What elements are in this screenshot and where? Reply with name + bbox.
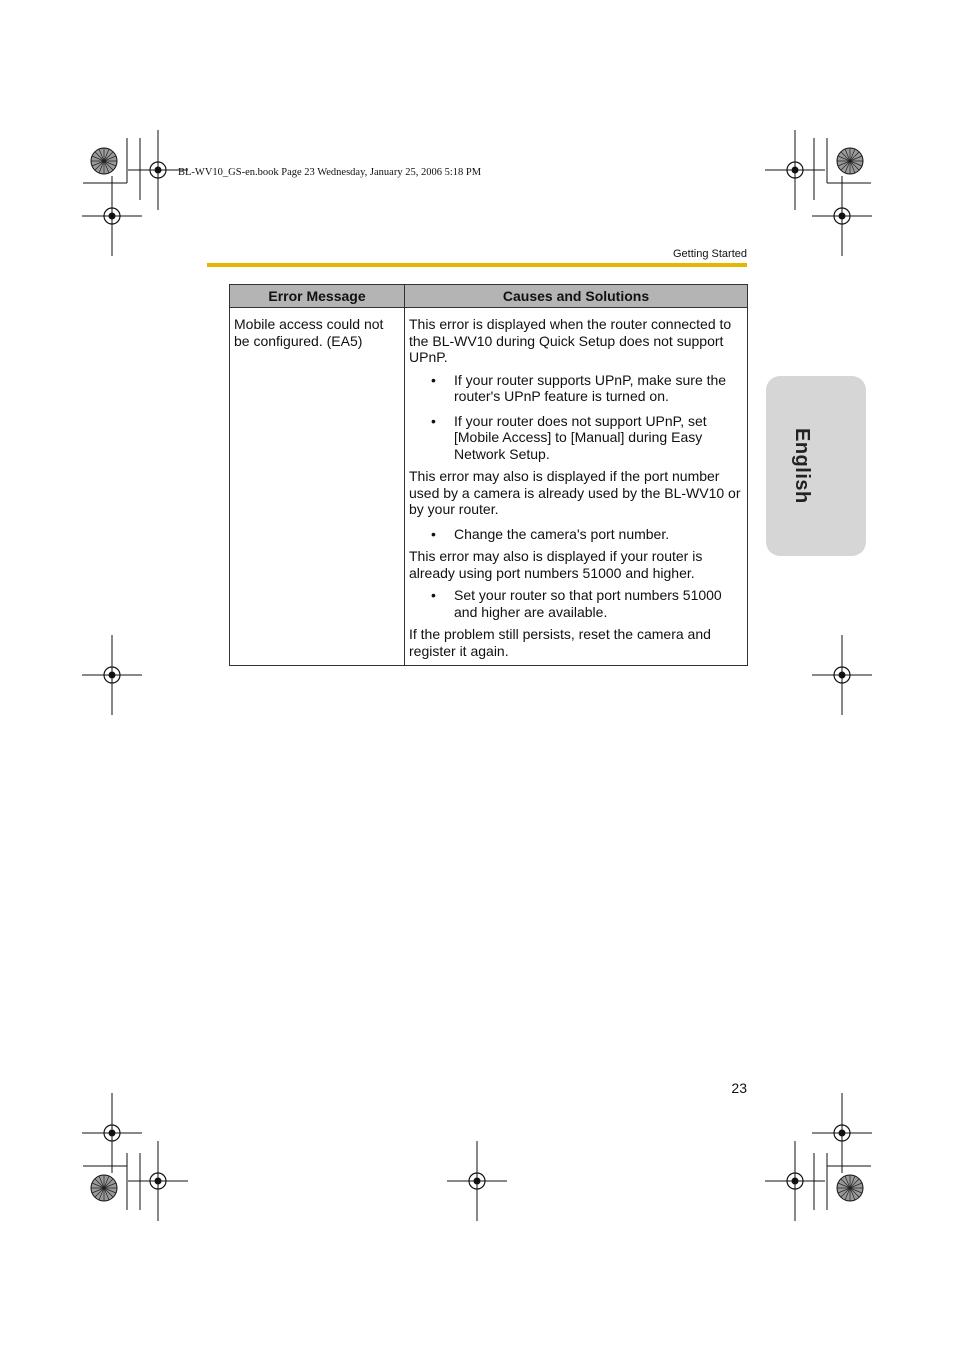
crosshair-icon (812, 176, 872, 256)
registration-star-icon (837, 1175, 863, 1201)
table-row (230, 308, 748, 666)
causes-cell (405, 308, 748, 666)
cause-paragraph: This error may also is displayed if your router is already using port numbers 51000 and higher. (409, 548, 703, 581)
language-tab-label: English (791, 428, 813, 504)
solution-bullet (409, 587, 743, 620)
bullet-icon: • (431, 587, 436, 603)
column-header-causes: Causes and Solutions (405, 285, 748, 308)
section-label: Getting Started (673, 248, 747, 260)
crosshair-icon (82, 176, 142, 256)
header-rule (207, 263, 747, 267)
bullet-icon: • (431, 525, 436, 542)
bullet-text: Change the camera's port number. (454, 525, 670, 542)
cause-paragraph: This error may also is displayed if the port number used by a camera is already used by the BL-WV10 or by your router. (409, 468, 741, 517)
registration-star-icon (837, 148, 863, 174)
print-info-line: BL-WV10_GS-en.book Page 23 Wednesday, January 25, 2006 5:18 PM (178, 167, 482, 178)
solution-bullet (409, 413, 743, 463)
registration-star-icon (91, 148, 117, 174)
column-header-error-message: Error Message (230, 285, 405, 308)
crosshair-icon (82, 635, 142, 715)
bullet-text: Set your router so that port numbers 51000 and higher are available. (454, 587, 722, 620)
crosshair-icon (765, 130, 825, 210)
cause-paragraph: This error is displayed when the router connected to the BL-WV10 during Quick Setup does not support UPnP. (409, 316, 732, 365)
crosshair-icon (812, 635, 872, 715)
solution-bullet (409, 372, 743, 405)
bullet-text: If your router does not support UPnP, set [Mobile Access] to [Manual] during Easy Network Setup. (454, 412, 707, 462)
crosshair-icon (447, 1141, 507, 1221)
crosshair-icon (128, 1141, 188, 1221)
error-message-cell: Mobile access could not be configured. (EA5) (230, 308, 405, 666)
solution-bullet (409, 526, 743, 543)
cause-paragraph: If the problem still persists, reset the camera and register it again. (409, 626, 711, 659)
bullet-icon: • (431, 412, 436, 429)
page-number: 23 (731, 1080, 747, 1096)
bullet-icon: • (431, 371, 436, 388)
language-tab (766, 376, 866, 556)
crosshair-icon (82, 1093, 142, 1173)
table-header-row (230, 285, 748, 308)
registration-star-icon (91, 1175, 117, 1201)
error-table (229, 284, 748, 666)
crosshair-icon (765, 1141, 825, 1221)
bullet-text: If your router supports UPnP, make sure the router's UPnP feature is turned on. (454, 371, 727, 404)
crosshair-icon (812, 1093, 872, 1173)
